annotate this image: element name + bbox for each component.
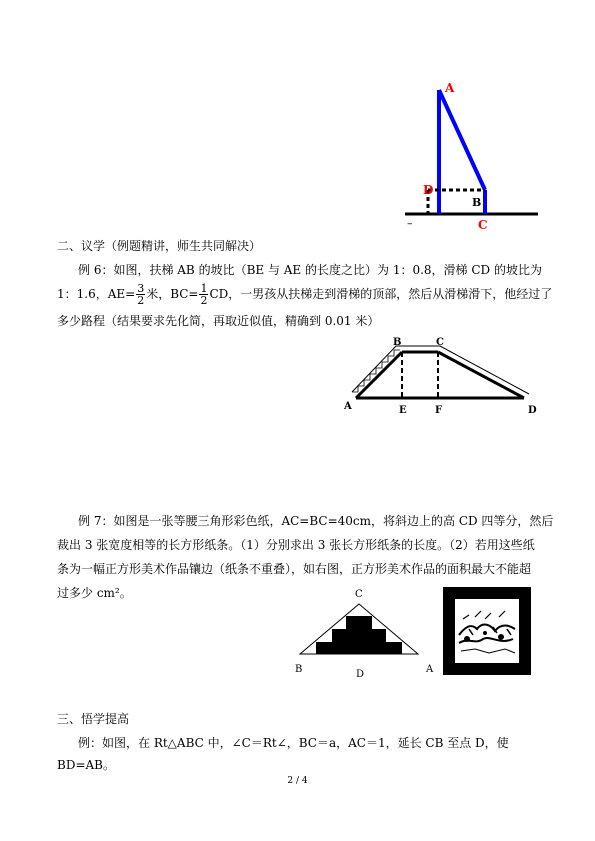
ex6-line2 <box>57 280 552 308</box>
label-E: E <box>399 405 407 416</box>
ex6-line1: 例 6：如图，扶梯 AB 的坡比（BE 与 AE 的长度之比）为 1：0.8，滑梯 CD 的坡比为 <box>78 263 542 277</box>
ladder-figure <box>405 78 545 233</box>
label-A: A <box>426 664 434 675</box>
ex6-line3: 多少路程（结果要求先化简，再取近似值，精确到 0.01 米） <box>57 314 380 328</box>
ex7-line1: 例 7：如图是一张等腰三角形彩色纸，AC=BC=40cm，将斜边上的高 CD 四等分，然后 <box>78 514 554 528</box>
fraction-bc <box>199 283 208 306</box>
artwork-sketch <box>455 599 519 663</box>
label-B: B <box>472 196 482 209</box>
section3-heading: 三、悟学提高 <box>57 712 130 726</box>
segment-AB <box>439 90 485 190</box>
label-D: D <box>356 669 365 680</box>
label-B: B <box>295 664 303 675</box>
ex7-line4: 过多少 cm²。 <box>57 586 132 600</box>
label-D: D <box>528 405 537 416</box>
strip-middle <box>332 629 386 642</box>
ex6-line2-b: 米，BC= <box>146 287 199 301</box>
label-A: A <box>445 81 455 95</box>
ex6-line2-c: CD，一男孩从扶梯走到滑梯的顶部，然后从滑梯滑下，他经过了 <box>209 287 553 301</box>
label-C: C <box>355 589 363 600</box>
ex7-line2: 裁出 3 张宽度相等的长方形纸条。（1）分别求出 3 张长方形纸条的长度。（2）若用这些纸 <box>57 538 535 552</box>
ex7-line3: 条为一幅正方形美术作品镶边（纸条不重叠），如右图，正方形美术作品的面积最大不能超 <box>57 562 532 576</box>
fraction-bc-num: 1 <box>200 281 208 295</box>
ex8-line2: BD=AB。 <box>57 758 115 772</box>
label-D: D <box>423 183 434 197</box>
strip-top <box>346 616 372 629</box>
ex6-line2-a: 1：1.6，AE= <box>57 287 136 301</box>
label-C: C <box>478 218 488 232</box>
label-B: B <box>393 337 402 348</box>
label-C: C <box>436 337 444 348</box>
fraction-bc-den: 2 <box>200 293 208 307</box>
fraction-ae <box>136 283 145 306</box>
segment-AB <box>356 352 402 398</box>
strip-bottom <box>316 642 402 654</box>
ex8-line1: 例：如图，在 Rt△ABC 中，∠C＝Rt∠，BC＝a，AC＝1，延长 CB 至点 D，使 <box>78 736 509 750</box>
framed-artwork <box>443 587 531 675</box>
section2-heading: 二、议学（例题精讲，师生共同解决） <box>57 239 262 253</box>
label-F: F <box>435 405 443 416</box>
segment-CD <box>438 352 524 398</box>
label-mark: – <box>407 217 413 230</box>
slide-figure <box>344 334 544 420</box>
label-A: A <box>344 401 352 412</box>
triangle-strips-figure <box>290 585 440 681</box>
fraction-ae-den: 2 <box>137 293 145 307</box>
artwork-canvas <box>455 599 519 663</box>
escalator-steps <box>352 350 400 392</box>
page-number: 2 / 4 <box>287 776 308 786</box>
fraction-ae-num: 3 <box>137 281 145 295</box>
